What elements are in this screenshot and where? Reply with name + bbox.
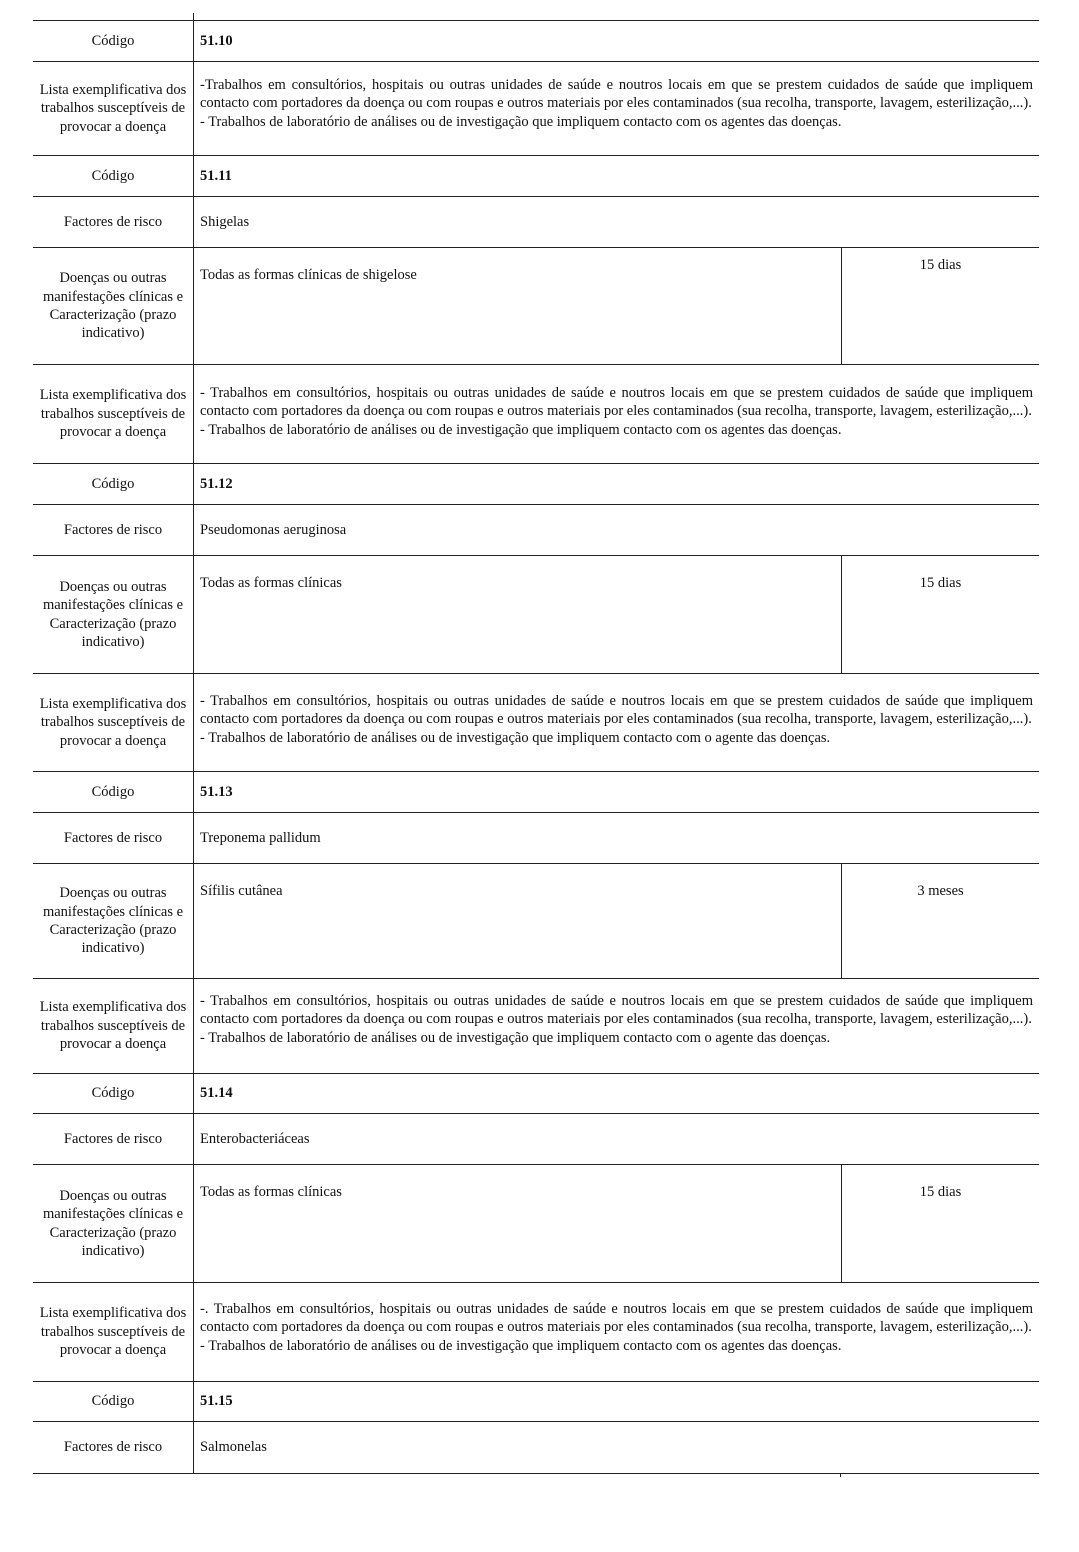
lista-value (193, 365, 1039, 463)
lista-item: - Trabalhos de laboratório de análises ou de investigação que impliquem contacto com os agentes das doenças. (200, 1337, 842, 1354)
row-codigo (33, 1382, 1039, 1422)
doencas-cells (193, 1165, 1039, 1282)
row-factores (33, 1114, 1039, 1165)
row-lista (33, 365, 1039, 464)
factores-value: Enterobacteriáceas (193, 1114, 1039, 1164)
codigo-value: 51.12 (193, 464, 1039, 504)
prazo-value: 15 dias (841, 1165, 1039, 1282)
lista-value (193, 1283, 1039, 1381)
codigo-label: Código (91, 32, 135, 49)
row-factores (33, 1422, 1039, 1474)
doenca-value: Sífilis cutânea (200, 883, 283, 899)
codigo-label: Código (91, 475, 135, 492)
lista-label: Lista exemplificativa dos trabalhos susceptíveis de provocar a doença (39, 1305, 187, 1359)
codigo-value: 51.14 (193, 1074, 1039, 1113)
doencas-label: Doenças ou outras manifestações clínicas e Caracterização (prazo indicativo) (42, 270, 184, 342)
codigo-value: 51.15 (193, 1382, 1039, 1421)
factores-label: Factores de risco (63, 829, 163, 846)
row-lista (33, 674, 1039, 772)
doencas-label: Doenças ou outras manifestações clínicas e Caracterização (prazo indicativo) (42, 885, 184, 957)
prazo-value: 3 meses (841, 864, 1039, 978)
row-lista (33, 62, 1039, 156)
codigo-value: 51.11 (193, 156, 1039, 196)
row-codigo (33, 1074, 1039, 1114)
lista-item: - Trabalhos de laboratório de análises ou de investigação que impliquem contacto com o agente das doenças. (200, 729, 831, 746)
lista-value (193, 979, 1039, 1073)
lista-item: -Trabalhos em consultórios, hospitais ou outras unidades de saúde e noutros locais em que se prestem cuidados de saúde que impliquem contacto com portadores da doença ou com roupas e outros materiais por eles contaminados (sua recolha, transporte, lavagem, esterilização,...). (200, 77, 1033, 112)
codigo-label: Código (91, 1393, 135, 1410)
row-factores (33, 505, 1039, 556)
row-codigo (33, 772, 1039, 813)
doenca-value: Todas as formas clínicas (200, 1184, 342, 1200)
lista-label: Lista exemplificativa dos trabalhos susceptíveis de provocar a doença (39, 999, 187, 1053)
factores-value: Salmonelas (193, 1422, 1039, 1473)
factores-value: Treponema pallidum (193, 813, 1039, 863)
codigo-label: Código (91, 783, 135, 800)
lista-item: - Trabalhos de laboratório de análises ou de investigação que impliquem contacto com os agentes das doenças. (200, 421, 842, 438)
factores-value: Shigelas (193, 197, 1039, 247)
lista-item: - Trabalhos de laboratório de análises ou de investigação que impliquem contacto com os agentes das doenças. (200, 113, 842, 130)
lista-item: -. Trabalhos em consultórios, hospitais ou outras unidades de saúde e noutros locais em que se prestem cuidados de saúde que impliquem contacto com portadores da doença ou com roupas e outros materiais por eles contaminados (sua recolha, transporte, lavagem, esterilização,...). (200, 1301, 1033, 1336)
row-doencas (33, 248, 1039, 365)
doencas-cells (193, 248, 1039, 364)
factores-label: Factores de risco (63, 1439, 163, 1456)
lista-value (193, 674, 1039, 771)
lista-item: - Trabalhos em consultórios, hospitais ou outras unidades de saúde e noutros locais em que se prestem cuidados de saúde que impliquem contacto com portadores da doença ou com roupas e outros materiais por eles contaminados (sua recolha, transporte, lavagem, esterilização,...). (200, 385, 1033, 420)
prazo-value: 15 dias (841, 556, 1039, 673)
row-doencas (33, 556, 1039, 674)
row-lista (33, 1283, 1039, 1382)
doencas-cells (193, 556, 1039, 673)
lista-item: - Trabalhos em consultórios, hospitais ou outras unidades de saúde e noutros locais em que se prestem cuidados de saúde que impliquem contacto com portadores da doença ou com roupas e outros materiais por eles contaminados (sua recolha, transporte, lavagem, esterilização,...). (200, 993, 1033, 1028)
lista-item: - Trabalhos em consultórios, hospitais ou outras unidades de saúde e noutros locais em que se prestem cuidados de saúde que impliquem contacto com portadores da doença ou com roupas e outros materiais por eles contaminados (sua recolha, transporte, lavagem, esterilização,...). (200, 693, 1033, 728)
lista-label: Lista exemplificativa dos trabalhos susceptíveis de provocar a doença (39, 387, 187, 441)
lista-value (193, 62, 1039, 155)
row-factores (33, 813, 1039, 864)
doencas-cells (193, 864, 1039, 978)
row-doencas (33, 864, 1039, 979)
prazo-value: 15 dias (841, 248, 1039, 364)
factores-label: Factores de risco (63, 1130, 163, 1147)
cell-divider-stub (840, 1473, 841, 1477)
row-doencas (33, 1165, 1039, 1283)
disease-table (33, 20, 1039, 1474)
row-codigo (33, 464, 1039, 505)
doenca-value: Todas as formas clínicas (200, 575, 342, 591)
factores-label: Factores de risco (63, 213, 163, 230)
row-codigo (33, 156, 1039, 197)
lista-label: Lista exemplificativa dos trabalhos susceptíveis de provocar a doença (39, 81, 187, 135)
codigo-value: 51.10 (193, 21, 1039, 61)
row-lista (33, 979, 1039, 1074)
codigo-label: Código (91, 167, 135, 184)
doencas-label: Doenças ou outras manifestações clínicas e Caracterização (prazo indicativo) (42, 1187, 184, 1259)
factores-label: Factores de risco (63, 521, 163, 538)
codigo-label: Código (91, 1085, 135, 1102)
doenca-value: Todas as formas clínicas de shigelose (200, 267, 417, 283)
row-factores (33, 197, 1039, 248)
row-codigo (33, 20, 1039, 62)
factores-value: Pseudomonas aeruginosa (193, 505, 1039, 555)
lista-item: - Trabalhos de laboratório de análises ou de investigação que impliquem contacto com o agente das doenças. (200, 1029, 831, 1046)
codigo-value: 51.13 (193, 772, 1039, 812)
lista-label: Lista exemplificativa dos trabalhos susceptíveis de provocar a doença (39, 695, 187, 749)
doencas-label: Doenças ou outras manifestações clínicas e Caracterização (prazo indicativo) (42, 578, 184, 650)
